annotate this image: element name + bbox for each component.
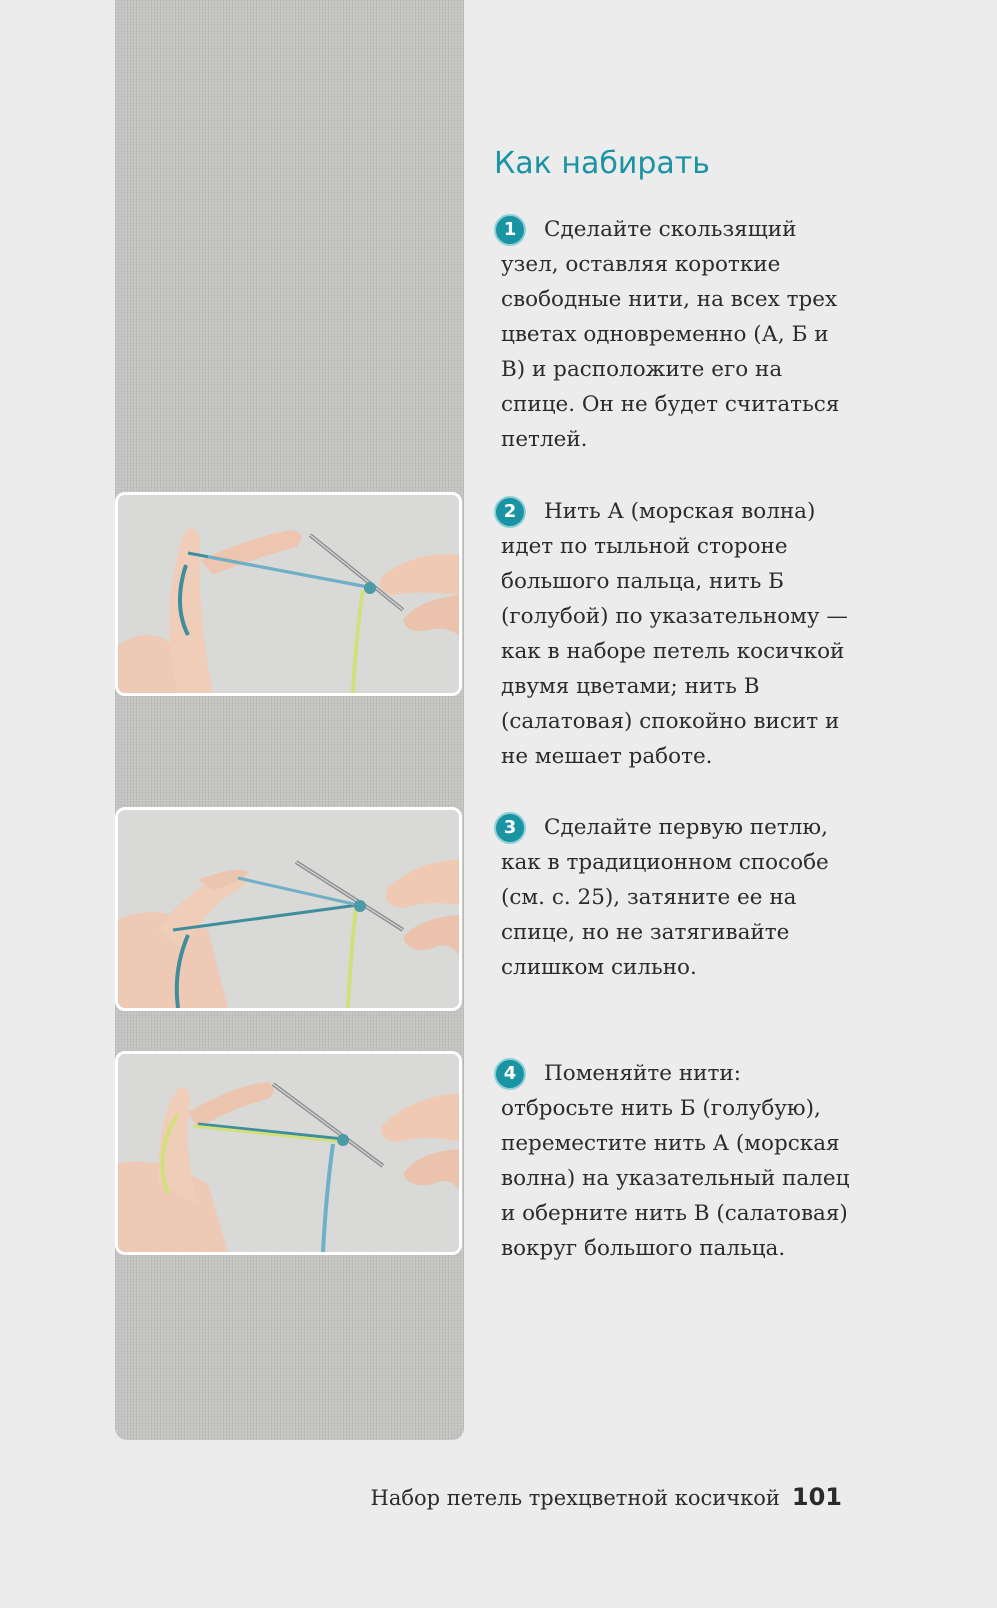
step-text: Сделайте скользящий узел, оставляя короткие свободные нити, на всех трех цветах одновременно (А, Б и В) и расположите его на спице. Он не будет считаться петлей. — [501, 217, 840, 452]
step-number-badge: 2 — [494, 496, 526, 528]
step-number-badge: 3 — [494, 812, 526, 844]
step-number-badge: 4 — [494, 1058, 526, 1090]
step-1 — [501, 212, 851, 457]
step-3-photo — [115, 807, 462, 1011]
page-footer — [371, 1483, 842, 1511]
step-2-photo — [115, 492, 462, 696]
step-3 — [501, 810, 851, 985]
step-text: Нить А (морская волна) идет по тыльной стороне большого пальца, нить Б (голубой) по указательному — как в наборе петель косичкой двумя цветами; нить В (салатовая) спокойно висит и не мешает работе. — [501, 499, 848, 769]
step-number-badge: 1 — [494, 214, 526, 246]
page-number: 101 — [791, 1483, 842, 1511]
step-2 — [501, 494, 851, 774]
step-4-photo — [115, 1051, 462, 1255]
step-text: Поменяйте нити: отбросьте нить Б (голубую), переместите нить А (морская волна) на указательный палец и оберните нить В (салатовая) вокруг большого пальца. — [501, 1061, 850, 1261]
step-4 — [501, 1056, 851, 1266]
step-text: Сделайте первую петлю, как в традиционном способе (см. с. 25), затяните ее на спице, но не затягивайте слишком сильно. — [501, 815, 829, 980]
chapter-title: Набор петель трехцветной косичкой — [370, 1486, 780, 1510]
section-heading: Как набирать — [494, 146, 710, 181]
